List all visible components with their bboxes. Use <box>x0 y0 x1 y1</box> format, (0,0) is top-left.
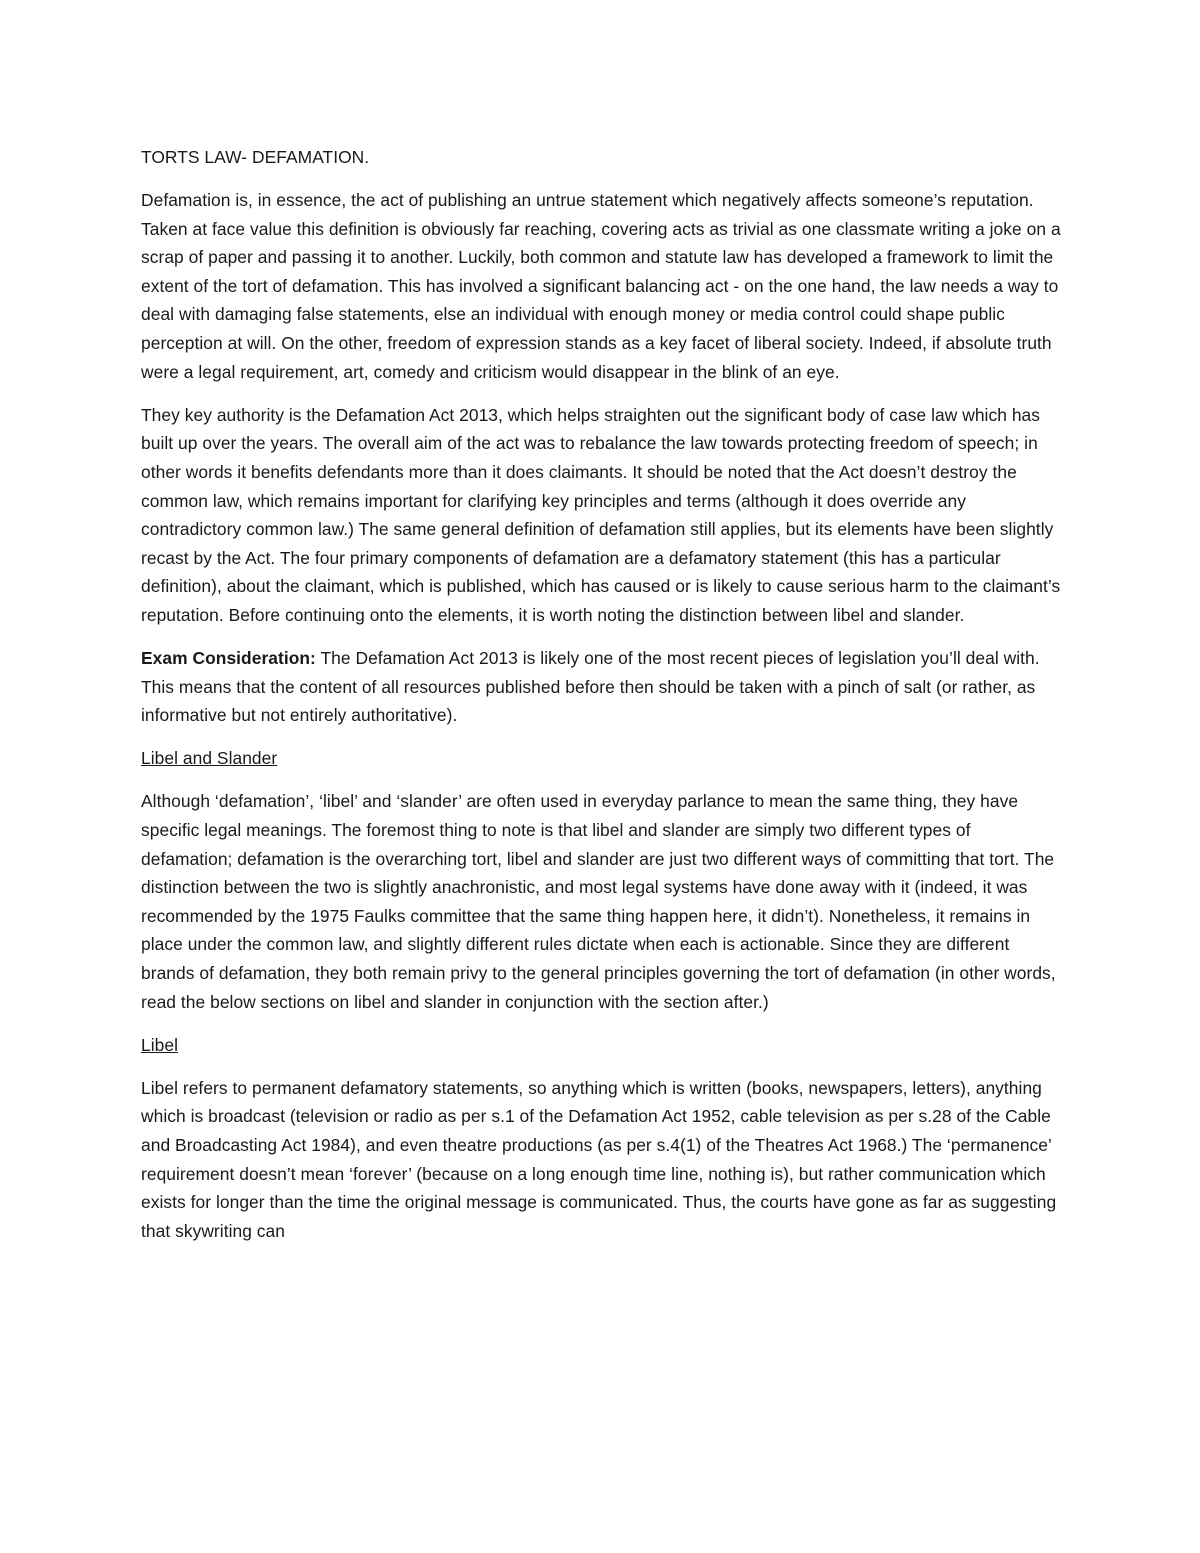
heading-libel-text: Libel <box>141 1034 178 1055</box>
heading-libel-and-slander-text: Libel and Slander <box>141 748 278 769</box>
paragraph-defamation-intro: Defamation is, in essence, the act of publishing an untrue statement which negatively affects someone’s reputation. Taken at face value this definition is obviously far reaching, covering acts as trivial as one classmate writing a joke on a scrap of paper and passing it to another. Luckily, both common and statute law has developed a framework to limit the extent of the tort of defamation. This has involved a significant balancing act - on the one hand, the law needs a way to deal with damaging false statements, else an individual with enough money or media control could shape public perception at will. On the other, freedom of expression stands as a key facet of liberal society. Indeed, if absolute truth were a legal requirement, art, comedy and criticism would disappear in the blink of an eye. <box>141 190 1061 382</box>
document-body <box>141 143 1061 1260</box>
paragraph-defamation-act: They key authority is the Defamation Act 2013, which helps straighten out the significant body of case law which has built up over the years. The overall aim of the act was to rebalance the law towards protecting freedom of speech; in other words it benefits defendants more than it does claimants. It should be noted that the Act doesn’t destroy the common law, which remains important for clarifying key principles and terms (although it does override any contradictory common law.) The same general definition of defamation still applies, but its elements have been slightly recast by the Act. The four primary components of defamation are a defamatory statement (this has a particular definition), about the claimant, which is published, which has caused or is likely to cause serious harm to the claimant’s reputation. Before continuing onto the elements, it is worth noting the distinction between libel and slander. <box>141 404 1061 625</box>
heading-libel <box>141 1031 1061 1060</box>
exam-consideration-text: The Defamation Act 2013 is likely one of the most recent pieces of legislation you’ll deal with. This means that the content of all resources published before then should be taken with a pinch of salt (or rather, as informative but not entirely authoritative). <box>141 648 1040 726</box>
paragraph-libel: Libel refers to permanent defamatory statements, so anything which is written (books, newspapers, letters), anything which is broadcast (television or radio as per s.1 of the Defamation Act 1952, cable television as per s.28 of the Cable and Broadcasting Act 1984), and even theatre productions (as per s.4(1) of the Theatres Act 1968.) The ‘permanence’ requirement doesn’t mean ‘forever’ (because on a long enough time line, nothing is), but rather communication which exists for longer than the time the original message is communicated. Thus, the courts have gone as far as suggesting that skywriting can <box>141 1077 1057 1241</box>
paragraph-exam-consideration <box>141 644 1061 730</box>
exam-consideration-label: Exam Consideration: <box>141 648 316 668</box>
paragraph-libel-slander-distinction: Although ‘defamation’, ‘libel’ and ‘slander’ are often used in everyday parlance to mean the same thing, they have specific legal meanings. The foremost thing to note is that libel and slander are simply two different types of defamation; defamation is the overarching tort, libel and slander are just two different ways of committing that tort. The distinction between the two is slightly anachronistic, and most legal systems have done away with it (indeed, it was recommended by the 1975 Faulks committee that the same thing happen here, it didn’t). Nonetheless, it remains in place under the common law, and slightly different rules dictate when each is actionable. Since they are different brands of defamation, they both remain privy to the general principles governing the tort of defamation (in other words, read the below sections on libel and slander in conjunction with the section after.) <box>141 791 1056 1012</box>
document-title: TORTS LAW- DEFAMATION. <box>141 147 370 167</box>
heading-libel-and-slander <box>141 744 1061 773</box>
